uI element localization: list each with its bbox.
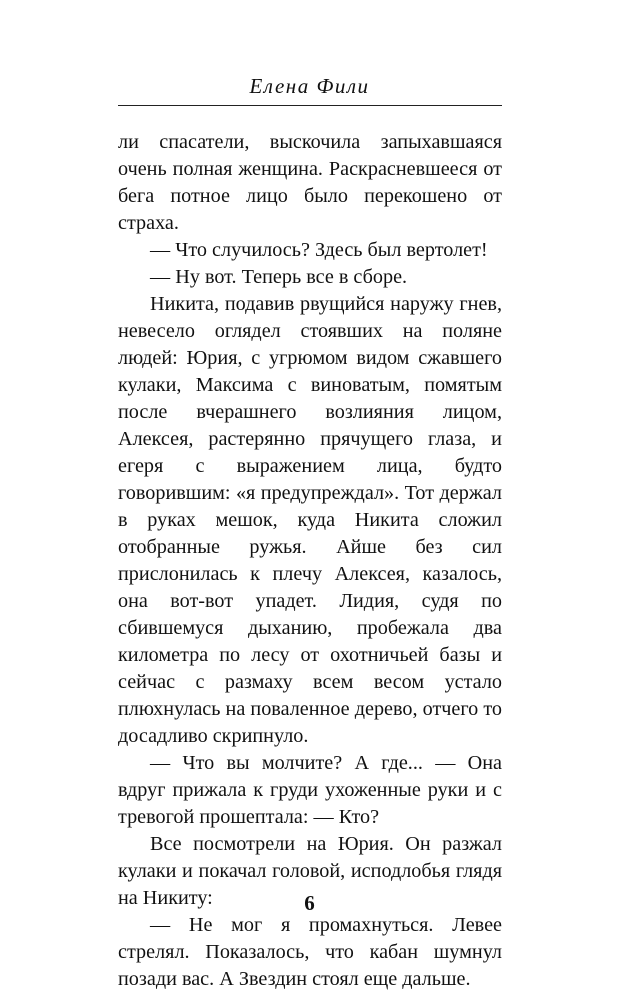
paragraph-2: — Что случилось? Здесь был вертолет! [150, 239, 488, 261]
page-text [118, 129, 502, 993]
paragraph-7: — Не мог я промахнуться. Левее стрелял. Показалось, что кабан шумнул позади вас. А Звездин стоял еще дальше. [118, 914, 502, 990]
running-head-author: Елена Фили [249, 74, 370, 98]
header-divider [118, 105, 502, 106]
paragraph-4: Никита, подавив рвущийся наружу гнев, невесело оглядел стоявших на поляне людей: Юрия, с угрюмом видом сжавшего кулаки, Максима с виноватым, помятым после вчерашнего возлияния лицом, Алексея, растерянно прячущего глаза, и егеря с выражением лица, будто говорившим: «я предупреждал». Тот держал в руках мешок, куда Никита сложил отобранные ружья. Айше без сил прислонилась к плечу Алексея, казалось, она вот-вот упадет. Лидия, судя по сбившемуся дыханию, пробежала два километра по лесу от охотничьей базы и сейчас с размаху всем весом устало плюхнулась на поваленное дерево, отчего то досадливо скрипнуло. [118, 293, 502, 747]
paragraph-1: ли спасатели, выскочила запыхавшаяся очень полная женщина. Раскрасневшееся от бега потное лицо было перекошено от страха. [118, 131, 502, 234]
paragraph-3: — Ну вот. Теперь все в сборе. [150, 266, 408, 288]
paragraph-6: Все посмотрели на Юрия. Он разжал кулаки и покачал головой, исподлобья глядя на Никиту: [118, 833, 502, 909]
page-number: 6 [304, 891, 315, 915]
paragraph-5: — Что вы молчите? А где... — Она вдруг прижала к груди ухоженные руки и с тревогой прошептала: — Кто? [118, 752, 502, 828]
